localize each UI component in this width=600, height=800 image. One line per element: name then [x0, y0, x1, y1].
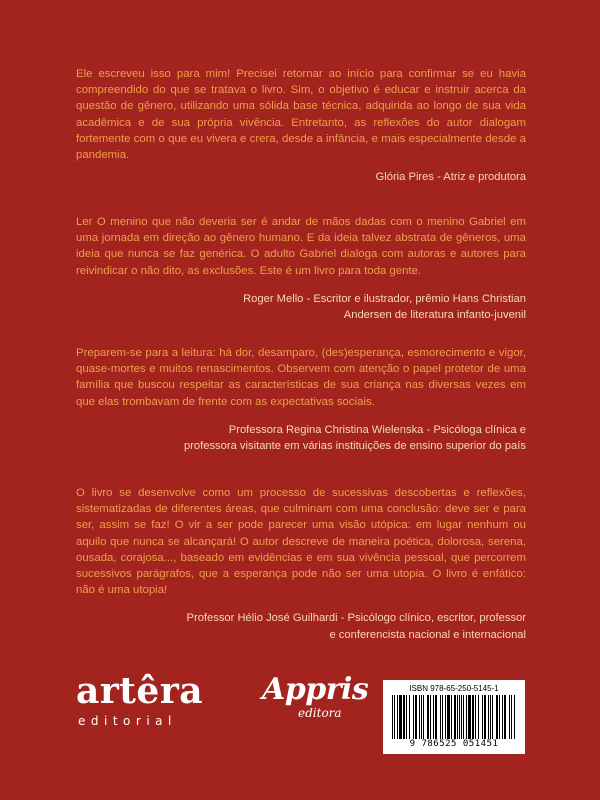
appris-logo: Appris — [262, 672, 369, 707]
blurb-2 — [76, 214, 526, 324]
blurb-2-author — [76, 291, 526, 324]
isbn-barcode — [383, 680, 525, 754]
blurb-3-author-line-2: professora visitante em várias instituições de ensino superior do país — [183, 440, 526, 453]
blurb-1-quote: Ele escreveu isso para mim! Precisei retornar ao início para confirmar se eu havia compreendido do que se tratava o livro. Sim, o objetivo é educar e instruir acerca da questão de gênero, utilizando uma sólida base técnica, adquirida ao longo de sua vida acadêmica e de sua própria vivência. Entretanto, as reflexões do autor dialogam fortemente com o que eu vivera e crera, desde a infância, e mais especialmente desde a pandemia. — [76, 68, 526, 162]
blurb-3-author — [76, 422, 526, 455]
blurb-2-author-line-1: Roger Mello - Escritor e ilustrador, prêmio Hans Christian — [243, 292, 526, 305]
publisher-logos — [76, 670, 376, 740]
blurb-1-author-line-1: Glória Pires - Atriz e produtora — [375, 171, 526, 184]
blurb-1 — [76, 66, 526, 186]
blurb-2-quote: Ler O menino que não deveria ser é andar de mãos dadas com o menino Gabriel em uma jornada em direção ao gênero humano. E da ideia talvez abstrata de gêneros, uma ideia que nunca se faz genérica. O adulto Gabriel dialoga com autoras e autores para reivindicar o não dito, as exclusões. Este é um livro para toda gente. — [76, 216, 526, 277]
blurb-3-quote: Preparem-se para a leitura: há dor, desamparo, (des)esperança, esmorecimento e vigor, quase-mortes e muitos renascimentos. Observem com atenção o papel protetor de uma família que buscou respeitar as características de sua criança nas diversas vezes em que elas trombavam de frente com as expectativas sociais. — [76, 347, 526, 408]
blurb-3-author-line-1: Professora Regina Christina Wielenska - Psicóloga clínica e — [228, 423, 526, 436]
blurb-4-author-line-2: e conferencista nacional e internacional — [329, 628, 526, 641]
artera-logo: artêra — [76, 670, 204, 712]
blurb-2-author-line-2: Andersen de literatura infanto-juvenil — [343, 309, 526, 322]
blurb-3 — [76, 345, 526, 455]
barcode-digits: 9 786525 051451 — [409, 739, 499, 749]
artera-logo-subtitle: editorial — [78, 714, 177, 728]
isbn-label: ISBN 978-65-250-5145-1 — [409, 684, 499, 693]
blurb-4-quote: O livro se desenvolve como um processo de sucessivas descobertas e reflexões, sistematizadas de diferentes áreas, que culminam com uma conclusão: deve ser e para ser, assim se faz! O vir a ser pode parecer uma visão utópica: em lugar nenhum ou aquilo que nunca se alcançará! O autor descreve de maneira poética, dolorosa, serena, ousada, corajosa..., baseado em evidências e em sua vivência pessoal, que percorrem sucessivos parágrafos, que a esperança pode não ser uma utopia. O livro é enfático: não é uma utopia! — [76, 487, 526, 597]
blurb-4-author — [76, 610, 526, 643]
blurb-1-author — [76, 169, 526, 185]
blurb-4-author-line-1: Professor Hélio José Guilhardi - Psicólogo clínico, escritor, professor — [186, 612, 526, 625]
appris-logo-subtitle: editora — [298, 706, 342, 720]
blurb-4 — [76, 485, 526, 643]
barcode-bars — [390, 695, 518, 739]
